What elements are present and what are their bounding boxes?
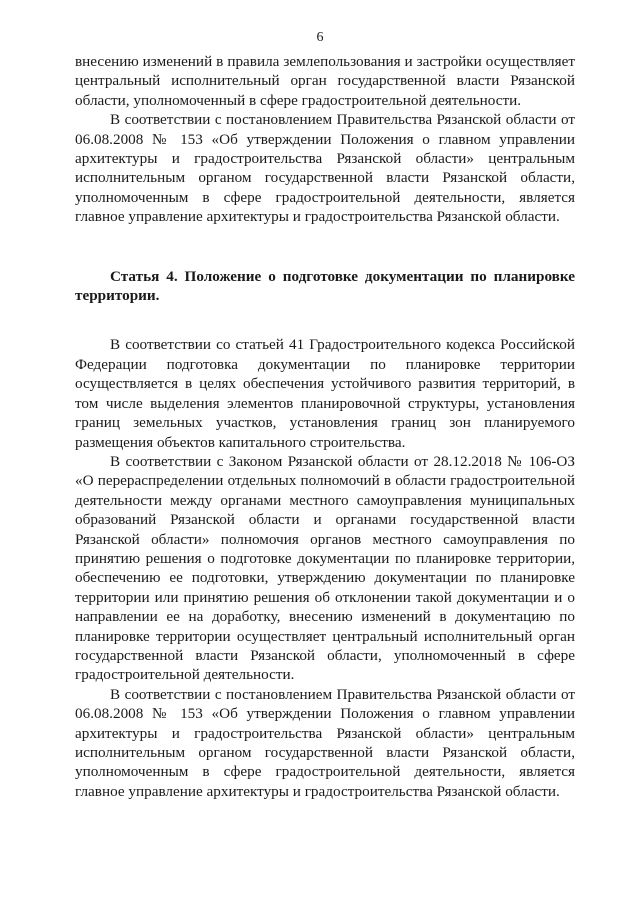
paragraph-bottom-1: В соответствии со статьей 41 Градостроительного кодекса Российской Федерации подготовка документации по планировке территории осуществляется в целях обеспечения устойчивого развития территорий, в том числе выделения элементов планировочной структуры, установления границ земельных участков, установления границ зон планируемого размещения объектов капитального строительства. xyxy=(75,336,575,451)
paragraph-top-1: внесению изменений в правила землепользования и застройки осуществляет центральный исполнительный орган государственной власти Рязанской области, уполномоченный в сфере градостроительной деятельности. xyxy=(75,53,575,109)
paragraph-bottom-3: В соответствии с постановлением Правительства Рязанской области от 06.08.2008 № 153 «Об утверждении Положения о главном управлении архитектуры и градостроительства Рязанской области» центральным исполнительным органом государственной власти Рязанской области, уполномоченным в сфере градостроительной деятельности, является главное управление архитектуры и градостроительства Рязанской области. xyxy=(75,685,575,800)
document-body xyxy=(75,52,575,801)
page-number: 6 xyxy=(316,30,324,45)
article-heading: Статья 4. Положение о подготовке документации по планировке территории. xyxy=(75,267,575,305)
paragraph-top-2: В соответствии с постановлением Правительства Рязанской области от 06.08.2008 № 153 «Об утверждении Положения о главном управлении архитектуры и градостроительства Рязанской области» центральным исполнительным органом государственной власти Рязанской области, уполномоченным в сфере градостроительной деятельности, является главное управление архитектуры и градостроительства Рязанской области. xyxy=(75,111,575,226)
paragraph-bottom-2: В соответствии с Законом Рязанской области от 28.12.2018 № 106-ОЗ «О перераспределении отдельных полномочий в области градостроительной деятельности между органами местного самоуправления муниципальных образований Рязанской области и органами государственной власти Рязанской области» полномочия органов местного самоуправления по принятию решения о подготовке документации по планировке территории, обеспечению ее подготовки, утверждению документации по планировке территории или принятию решения об отклонении такой документации и о направлении ее на доработку, внесению изменений в документацию по планировке территории осуществляет центральный исполнительный орган государственной власти Рязанской области, уполномоченный в сфере градостроительной деятельности. xyxy=(75,452,575,684)
